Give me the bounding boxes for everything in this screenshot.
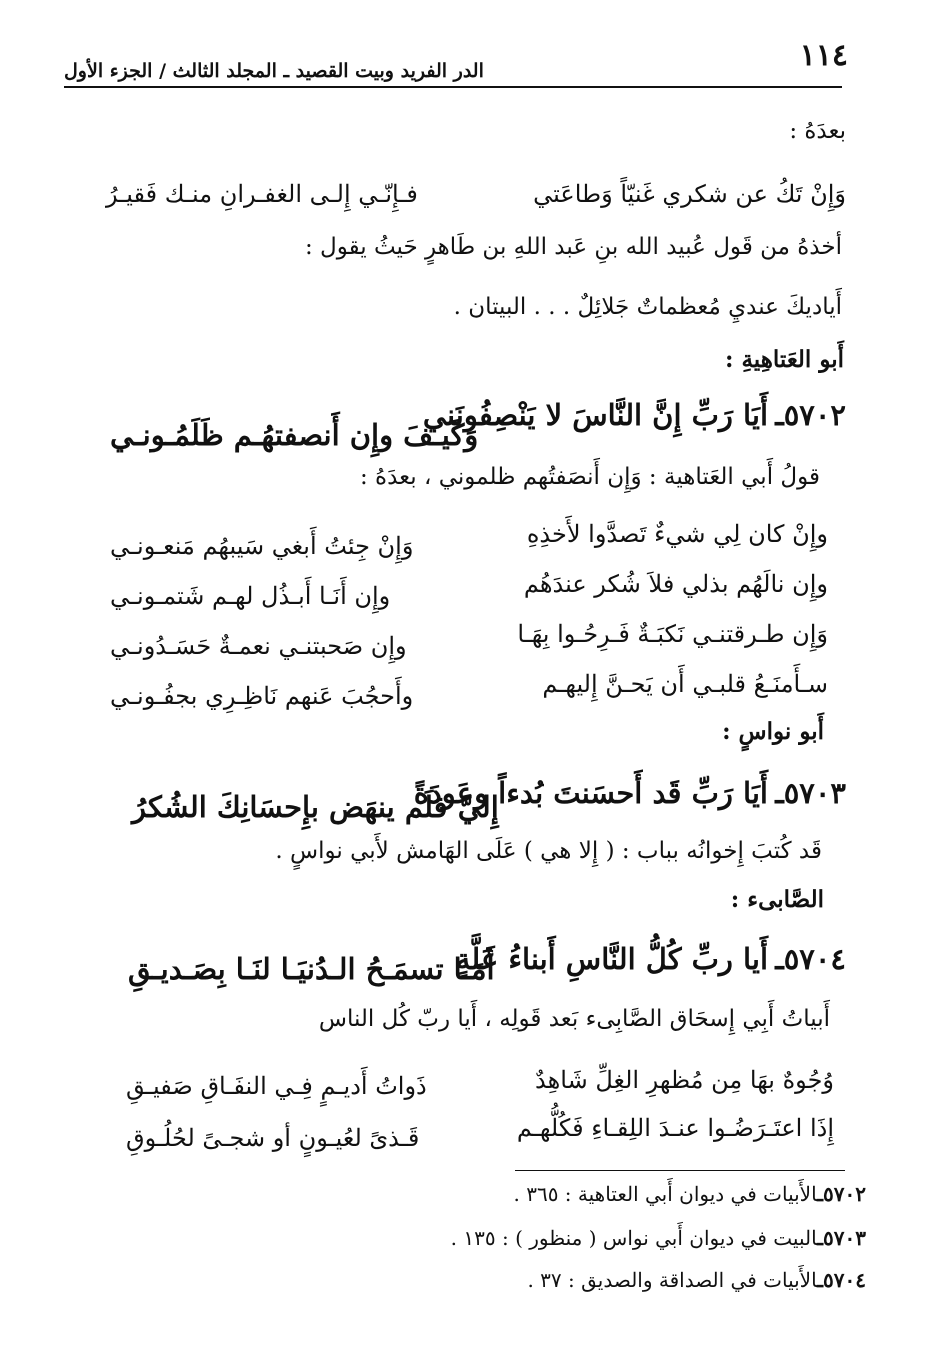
comment-5702: قولُ أَبي العَتاهية : وَإِن أَنصَفتُهم ظلموني ، بعدَهُ : <box>359 464 820 490</box>
verse-5702-3-first: وَإِن طـرقتنـي نَكبَـةٌ فَـرِحُـوا بِهَـا <box>517 620 828 648</box>
footnote-5702-text: الأَبيات في ديوان أَبي العتاهية : ٣٦٥ . <box>513 1182 818 1206</box>
entry-5702-first: أَيَا رَبِّ إِنَّ النَّاسَ لا يَنْصِفُونَني <box>422 398 768 432</box>
poet-al-sabi: الصَّابىء : <box>730 886 824 913</box>
entry-5703-first: أَيَا رَبِّ قَد أَحسَنتَ بُدءاً وعَودَةً <box>413 776 768 810</box>
footnote-rule <box>515 1170 845 1171</box>
entry-5704-number: ٥٧٠٤ـ <box>775 942 846 976</box>
verse-5702-2-second: وإِن أَنَـا أَبـذُل لهـم شَتمـونـي <box>110 582 391 610</box>
verse-5704-2-first: إِذَا اعتَـرَضُـوا عنـدَ اللِقـاءِ فَكُلُّهـم <box>516 1114 834 1142</box>
footnote-5704-number: ٥٧٠٤ـ <box>817 1268 866 1292</box>
entry-5703-second: إِليَّ فلَم ينهَض بإِحسَانِكَ الشُكرُ <box>132 790 499 824</box>
entry-5703-number: ٥٧٠٣ـ <box>775 776 846 810</box>
verse-a-second: فـإِنّـي إِلـى الغفـرانِ منـك فَقيـرُ <box>106 180 418 208</box>
footnote-5704-text: الأَبيات في الصداقة والصديق : ٣٧ . <box>527 1268 818 1292</box>
comment-5703: قَد كُتبَ إِخوانُه بباب : ( إِلا هي ) عَلَى الهَامش لأَبي نواسٍ . <box>275 838 822 864</box>
footnote-5703-text: البيت في ديوان أَبي نواس ( منظور ) : ١٣٥ . <box>450 1226 818 1250</box>
verse-5702-4-second: وأَحجُبَ عَنهم نَاظِـرِي بجفُـونـي <box>110 682 414 710</box>
footnote-5702-number: ٥٧٠٢ـ <box>817 1182 866 1206</box>
verse-5702-4-first: سـأَمنَـعُ قلبـي أَن يَحـنَّ إِليهـم <box>542 670 828 698</box>
footnote-5704 <box>527 1268 866 1292</box>
running-title: الدر الفريد وبيت القصيد ـ المجلد الثالث / الجزء الأول <box>64 60 484 82</box>
page-number: ١١٤ <box>799 38 848 73</box>
source-a: أخذهُ من قَول عُبيد الله بنِ عَبد اللهِ بن طَاهرٍ حَيثُ يقول : <box>304 234 842 260</box>
entry-5702-second: وَكَيـفَ وإِن أَنصفتهُـم ظَلَمُـونـي <box>110 418 479 452</box>
verse-5702-2-first: وإِن نالَهُم بذلي فلاَ شُكر عندَهُم <box>523 570 828 598</box>
entry-5702-number: ٥٧٠٢ـ <box>775 398 846 432</box>
verse-5702-3-second: وإِن صَحبتنـي نعمـةٌ حَسَـدُونـي <box>110 632 407 660</box>
entry-5704-first: أَيا ربِّ كُلُّ النَّاسِ أَبناءُ عَلَّةٍ <box>455 942 768 976</box>
footnote-5702 <box>514 1182 867 1206</box>
verse-5702-1-second: وَإِنْ جِئتُ أَبغي سَيبهُم مَنعـونـي <box>110 532 414 560</box>
verse-5704-1-second: ذَواتُ أَديـمٍ فِـي النفَـاقِ صَفيـقِ <box>126 1072 427 1100</box>
footnote-5703 <box>451 1226 866 1250</box>
intro-text: بعدَهُ : <box>789 118 846 144</box>
entry-5704-second: أَمَـا تسمَـحُ الـدُنيَـا لنَـا بِصَـديـقِ <box>128 952 495 986</box>
verse-5704-2-second: قَـذىً لعُيـونٍ أو شجـىً لحُلُـوقِ <box>126 1124 420 1152</box>
poet-abu-nuwas: أَبو نواسٍ : <box>722 718 824 745</box>
verse-a-first: وَإِنْ تَكُ عن شكري غَنيّاً وَطاعَتي <box>533 180 846 208</box>
verse-5702-1-first: وإِنْ كان لِي شيءٌ تَصدَّوا لأَخذِهِ <box>526 520 828 548</box>
quote-a: أَياديكَ عنديِ مُعظماتٌ جَلائِلٌ . . . البيتان . <box>453 294 842 320</box>
footnote-5703-number: ٥٧٠٣ـ <box>817 1226 866 1250</box>
header-rule <box>64 86 842 88</box>
comment-5704: أَبياتُ أَبِي إِسحَاق الصَّابِىء بَعد قَولِه ، أَيا ربّ كُل الناس <box>318 1006 830 1032</box>
poet-abu-al-atahiya: أَبو العَتاهِيةِ : <box>724 346 844 373</box>
verse-5704-1-first: وُجُوهٌ بهَا مِن مُظهرِ الغِلِّ شَاهِدٌ <box>535 1066 834 1094</box>
